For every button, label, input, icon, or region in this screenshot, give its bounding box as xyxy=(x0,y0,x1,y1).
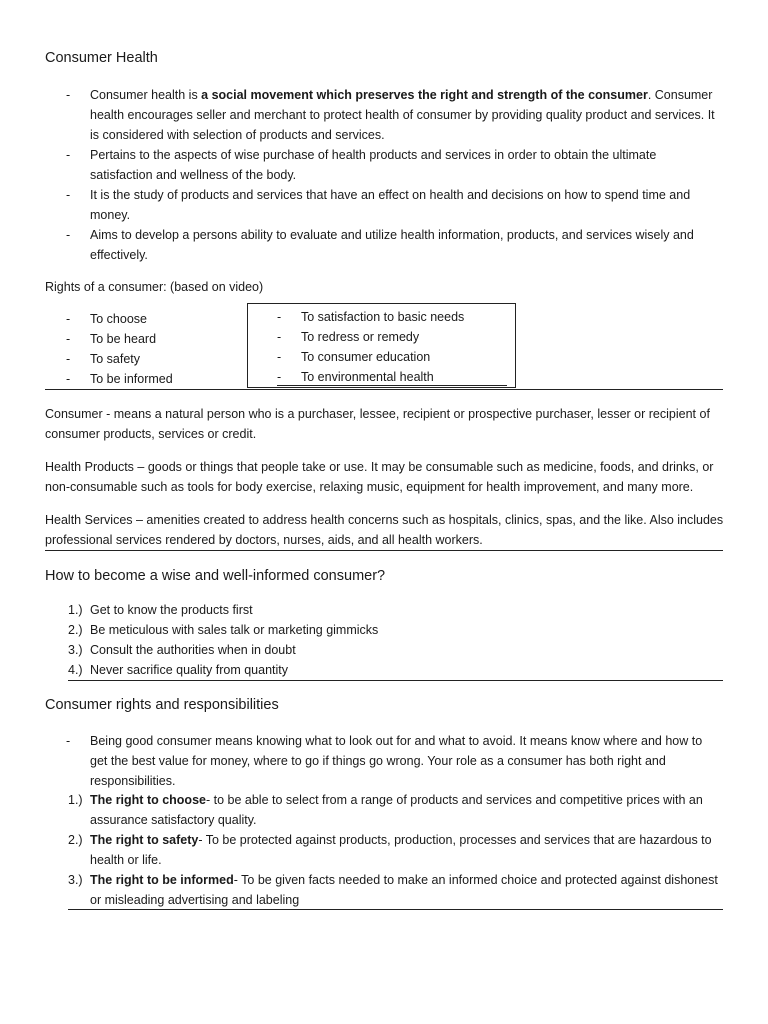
dash-marker: - xyxy=(277,350,282,364)
list-item xyxy=(66,309,236,329)
list-item xyxy=(66,369,236,389)
list-item xyxy=(68,600,722,620)
dash-marker: - xyxy=(66,332,71,346)
item-text: Never sacrifice quality from quantity xyxy=(90,663,288,677)
section-divider xyxy=(45,389,723,390)
right-item: To be informed xyxy=(90,372,173,386)
list-item xyxy=(277,347,507,367)
list-item xyxy=(68,790,722,830)
right-item: To environmental health xyxy=(301,370,434,384)
item-text: - To be protected against products, production, processes and services that are hazardous to health or life. xyxy=(90,833,712,867)
dash-marker: - xyxy=(277,330,282,344)
dash-marker: - xyxy=(66,88,71,102)
bullet-text: Pertains to the aspects of wise purchase of health products and services in order to obtain the ultimate satisfaction and wellness of the body. xyxy=(90,148,657,182)
list-item xyxy=(66,329,236,349)
dash-marker: - xyxy=(66,734,71,748)
section-divider xyxy=(68,680,723,681)
section-title-wise-consumer: How to become a wise and well-informed consumer? xyxy=(45,568,386,584)
list-item xyxy=(277,367,507,387)
definition-consumer: Consumer - means a natural person who is a purchaser, lessee, recipient or prospective purchaser, lesser or recipient of consumer products, services or credit. xyxy=(45,407,710,441)
list-item xyxy=(66,349,236,369)
section-divider xyxy=(68,909,723,910)
list-item xyxy=(66,225,722,265)
definition-health-services: Health Services – amenities created to address health concerns such as hospitals, clinics, spas, and the like. Also includes professional services rendered by doctors, nurses, aids, and all health workers. xyxy=(45,513,724,547)
intro-text: Being good consumer means knowing what to look out for and what to avoid. It means know where and how to get the best value for money, where to go if things go wrong. Your role as a consumer has both right and responsibilities. xyxy=(90,734,703,788)
item-text: Be meticulous with sales talk or marketing gimmicks xyxy=(90,623,379,637)
item-bold-text: The right to be informed xyxy=(90,873,234,887)
item-number: 3.) xyxy=(68,643,83,657)
item-number: 1.) xyxy=(68,603,83,617)
list-item xyxy=(66,185,722,225)
right-item: To safety xyxy=(90,352,141,366)
bullet-text: Aims to develop a persons ability to evaluate and utilize health information, products, and services wisely and effectively. xyxy=(90,228,694,262)
section-title-consumer-health: Consumer Health xyxy=(45,50,158,66)
list-item xyxy=(68,640,722,660)
right-item: To satisfaction to basic needs xyxy=(301,310,465,324)
dash-marker: - xyxy=(66,352,71,366)
dash-marker: - xyxy=(66,312,71,326)
item-text: - To be given facts needed to make an informed choice and protected against dishonest or misleading advertising and labeling xyxy=(90,873,718,907)
bullet-text: . Consumer health encourages seller and merchant to protect health of consumer by providing quality product and services. It is considered with selection of products and services. xyxy=(90,88,715,142)
list-item xyxy=(68,830,722,870)
dash-marker: - xyxy=(277,370,282,384)
section-title-rights-responsibilities: Consumer rights and responsibilities xyxy=(45,697,279,713)
list-item xyxy=(68,660,722,680)
right-item: To choose xyxy=(90,312,147,326)
dash-marker: - xyxy=(66,148,71,162)
bullet-text: It is the study of products and services that have an effect on health and decisions on how to spend time and money. xyxy=(90,188,691,222)
list-item xyxy=(277,307,507,327)
dash-marker: - xyxy=(66,372,71,386)
list-item xyxy=(277,327,507,347)
responsibilities-list xyxy=(68,790,722,910)
list-item xyxy=(68,870,722,910)
item-number: 2.) xyxy=(68,623,83,637)
wise-consumer-list xyxy=(68,600,722,680)
list-item xyxy=(68,620,722,640)
section-divider xyxy=(45,550,723,551)
bullet-text: Consumer health is xyxy=(90,88,202,102)
list-item xyxy=(66,145,722,185)
inner-underline xyxy=(277,385,507,386)
item-bold-text: The right to safety xyxy=(90,833,199,847)
item-number: 3.) xyxy=(68,873,83,887)
item-text: - to be able to select from a range of products and services and competitive prices with an assurance satisfactory quality. xyxy=(90,793,703,827)
bullet-bold-text: a social movement which preserves the right and strength of the consumer xyxy=(201,88,648,102)
item-number: 4.) xyxy=(68,663,83,677)
item-text: Consult the authorities when in doubt xyxy=(90,643,296,657)
rights-left-list xyxy=(66,309,236,389)
responsibilities-intro-list xyxy=(66,731,722,791)
dash-marker: - xyxy=(66,188,71,202)
definition-health-products: Health Products – goods or things that people take or use. It may be consumable such as medicine, foods, and drinks, or non-consumable such as tools for body exercise, relaxing music, equipment for health improvement, and many more. xyxy=(45,460,714,494)
right-item: To redress or remedy xyxy=(301,330,420,344)
list-item xyxy=(66,731,722,791)
item-text: Get to know the products first xyxy=(90,603,253,617)
dash-marker: - xyxy=(66,228,71,242)
list-item xyxy=(66,85,722,145)
right-item: To be heard xyxy=(90,332,157,346)
item-number: 1.) xyxy=(68,793,83,807)
rights-right-list xyxy=(277,307,507,387)
dash-marker: - xyxy=(277,310,282,324)
right-item: To consumer education xyxy=(301,350,431,364)
rights-heading: Rights of a consumer: (based on video) xyxy=(45,280,264,294)
item-bold-text: The right to choose xyxy=(90,793,206,807)
item-number: 2.) xyxy=(68,833,83,847)
consumer-health-bullets xyxy=(66,85,722,265)
